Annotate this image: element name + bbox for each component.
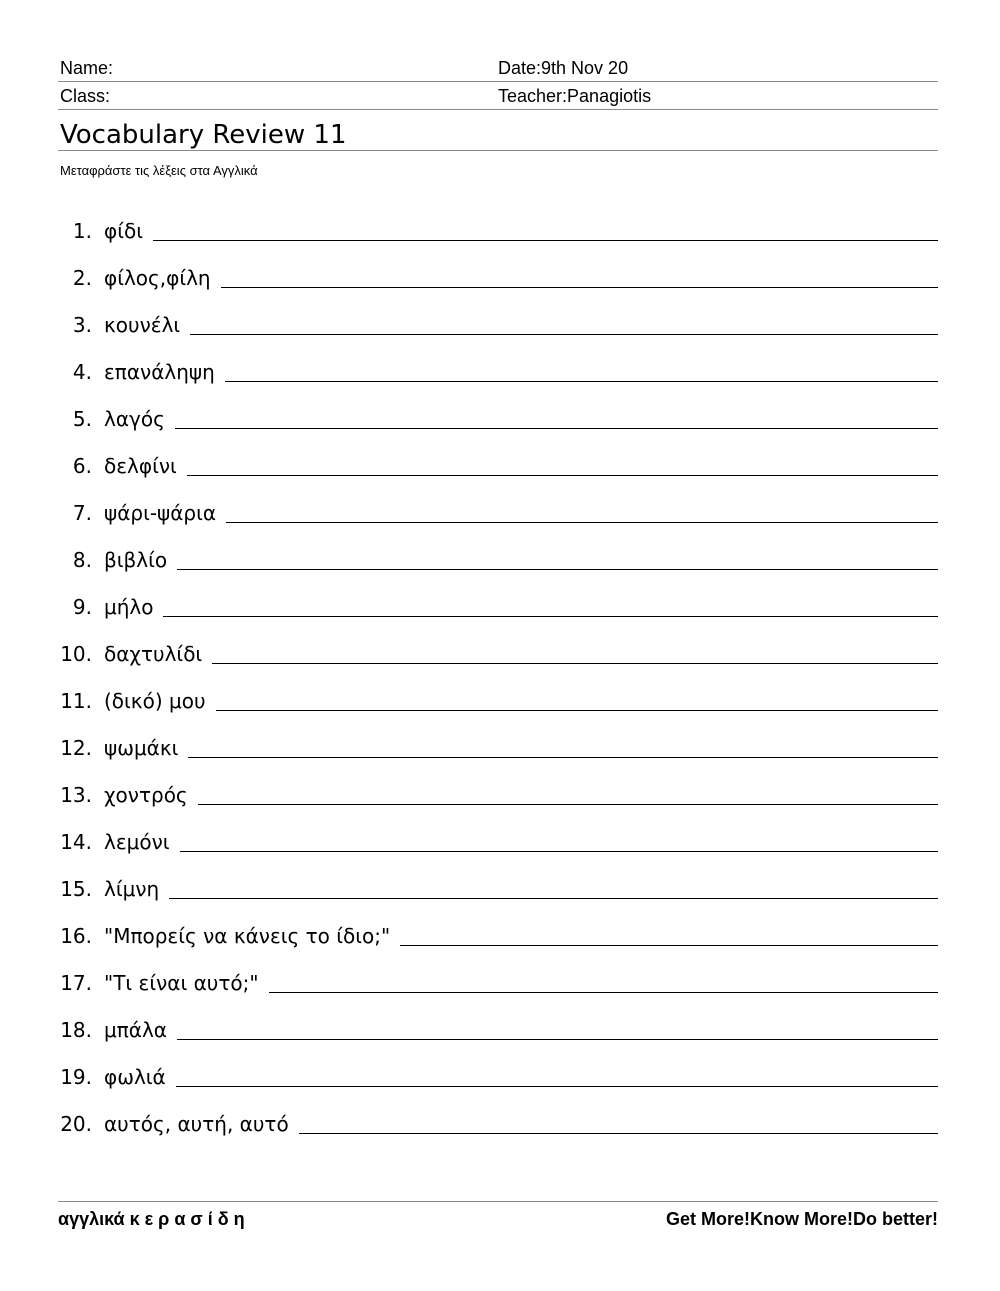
item-word: βιβλίο [104,548,168,572]
list-item [58,619,938,666]
answer-field[interactable] [163,594,938,617]
list-item [58,290,938,337]
footer-brand: αγγλικά κ ε ρ α σ ί δ η [58,1209,245,1229]
worksheet-title [58,114,938,151]
list-item [58,1089,938,1136]
item-number: 6. [72,454,92,478]
item-number: 14. [60,830,92,854]
item-word: φίλος,φίλη [104,266,211,290]
item-number: 3. [72,313,92,337]
item-number: 8. [72,548,92,572]
answer-field[interactable] [221,265,938,288]
item-number: 1. [72,219,92,243]
answer-field[interactable] [225,359,938,382]
answer-field[interactable] [175,406,938,429]
item-number: 4. [72,360,92,384]
worksheet-page [58,0,938,1291]
list-item [58,995,938,1042]
list-item [58,196,938,243]
item-number: 20. [60,1112,92,1136]
instructions: Μεταφράστε τις λέξεις στα Αγγλικά [60,163,258,178]
item-word: φίδι [104,219,143,243]
list-item [58,854,938,901]
list-item [58,572,938,619]
list-item [58,478,938,525]
header-row-name-date [58,57,938,82]
item-number: 7. [72,501,92,525]
item-word: επανάληψη [104,360,215,384]
list-item [58,337,938,384]
item-number: 11. [60,689,92,713]
list-item [58,1042,938,1089]
item-number: 12. [60,736,92,760]
item-word: "Μπορείς να κάνεις το ίδιο;" [104,924,391,948]
vocabulary-list [58,196,938,1136]
item-number: 17. [60,971,92,995]
answer-field[interactable] [212,641,938,664]
item-word: μήλο [104,595,154,619]
item-word: μπάλα [104,1018,167,1042]
item-word: ψωμάκι [104,736,179,760]
item-word: λεμόνι [104,830,170,854]
answer-field[interactable] [180,829,938,852]
item-word: ψάρι-ψάρια [104,501,217,525]
item-word: (δικό) μου [104,689,206,713]
footer [58,1201,938,1232]
list-item [58,431,938,478]
list-item [58,948,938,995]
answer-field[interactable] [176,1064,938,1087]
teacher-label: Teacher:Panagiotis [498,86,652,106]
header-row-class-teacher [58,85,938,110]
answer-field[interactable] [153,218,938,241]
answer-field[interactable] [269,970,938,993]
name-label: Name: [60,58,114,78]
page-title: Vocabulary Review 11 [60,120,347,150]
item-number: 15. [60,877,92,901]
item-word: δαχτυλίδι [104,642,203,666]
list-item [58,901,938,948]
item-number: 2. [72,266,92,290]
item-word: λαγός [104,407,165,431]
answer-field[interactable] [299,1111,938,1134]
answer-field[interactable] [190,312,938,335]
item-word: "Τι είναι αυτό;" [104,971,259,995]
footer-slogan: Get More!Know More!Do better! [666,1209,938,1229]
list-item [58,666,938,713]
date-label: Date:9th Nov 20 [498,58,629,78]
item-word: αυτός, αυτή, αυτό [104,1112,289,1136]
answer-field[interactable] [226,500,938,523]
list-item [58,525,938,572]
list-item [58,384,938,431]
answer-field[interactable] [187,453,938,476]
item-word: φωλιά [104,1065,166,1089]
answer-field[interactable] [177,1017,938,1040]
class-label: Class: [60,86,111,106]
item-number: 10. [60,642,92,666]
answer-field[interactable] [400,923,938,946]
item-word: χοντρός [104,783,188,807]
item-number: 5. [72,407,92,431]
item-number: 9. [72,595,92,619]
item-word: λίμνη [104,877,160,901]
answer-field[interactable] [188,735,938,758]
item-number: 18. [60,1018,92,1042]
item-word: δελφίνι [104,454,177,478]
answer-field[interactable] [216,688,938,711]
answer-field[interactable] [177,547,938,570]
list-item [58,243,938,290]
item-word: κουνέλι [104,313,181,337]
item-number: 16. [60,924,92,948]
answer-field[interactable] [198,782,938,805]
item-number: 19. [60,1065,92,1089]
list-item [58,713,938,760]
item-number: 13. [60,783,92,807]
answer-field[interactable] [169,876,938,899]
list-item [58,807,938,854]
list-item [58,760,938,807]
